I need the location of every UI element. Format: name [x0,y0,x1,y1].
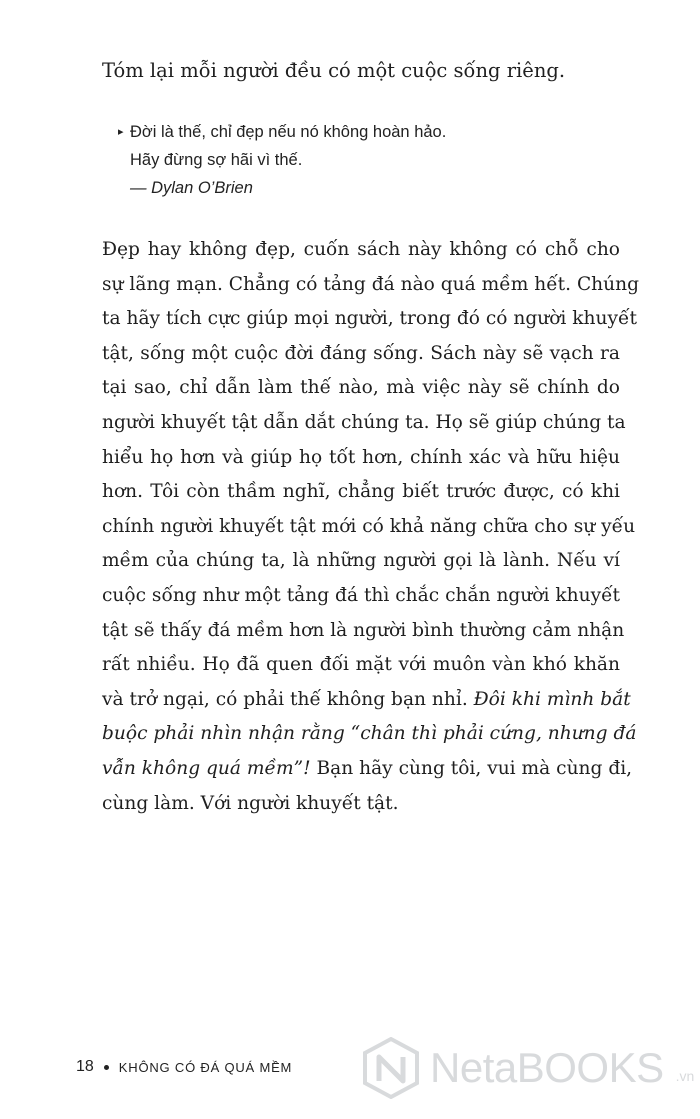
body-line: hiểu họ hơn và giúp họ tốt hơn, chính xác và hữu hiệu [102,446,620,468]
body-line: ta hãy tích cực giúp mọi người, trong đó có người khuyết [102,308,637,330]
quote-line-1: Đời là thế, chỉ đẹp nếu nó không hoàn hảo. [130,123,447,141]
running-title: KHÔNG CÓ ĐÁ QUÁ MỀM [118,1059,293,1075]
bullet-icon: ▸ [118,126,124,138]
body-line: chính người khuyết tật mới có khả năng chữa cho sự yếu [102,515,636,537]
body-italic-run: vẫn không quá mềm”! [102,757,311,779]
body-line: rất nhiều. Họ đã quen đối mặt với muôn vàn khó khăn [102,654,620,676]
body-text-run: Bạn hãy cùng tôi, vui mà cùng đi, [310,757,633,779]
quote-author: — Dylan O’Brien [130,179,253,197]
body-line: tật, sống một cuộc đời đáng sống. Sách này sẽ vạch ra [102,342,620,364]
watermark-text: NetaBOOKS [430,1044,664,1091]
body-line [102,717,637,752]
neta-logo-icon [362,1037,420,1099]
body-line: cùng làm. Với người khuyết tật. [102,792,399,814]
epigraph-quote [118,118,650,202]
body-line: cuộc sống như một tảng đá thì chắc chắn người khuyết [102,584,620,606]
page-footer [76,1058,292,1076]
body-line: người khuyết tật dẫn dắt chúng ta. Họ sẽ giúp chúng ta [102,411,626,433]
intro-line: Tóm lại mỗi người đều có một cuộc sống riêng. [102,59,566,82]
body-italic-run: Đôi khi mình bắt [473,688,631,710]
body-paragraph [102,233,640,821]
body-line: tật sẽ thấy đá mềm hơn là người bình thường cảm nhận [102,619,625,641]
separator-dot-icon [104,1065,109,1070]
body-text-run: và trở ngại, có phải thế không bạn nhỉ. [102,688,474,710]
body-line: tại sao, chỉ dẫn làm thế nào, mà việc này sẽ chính do [102,377,620,399]
body-line [102,683,631,718]
body-italic-run: buộc phải nhìn nhận rằng “chân thì phải cứng, nhưng đá [102,723,637,745]
watermark [362,1032,695,1104]
body-line [102,752,633,787]
body-line: Đẹp hay không đẹp, cuốn sách này không có chỗ cho [102,239,620,260]
body-line: mềm của chúng ta, là những người gọi là lành. Nếu ví [102,550,620,572]
quote-line-2: Hãy đừng sợ hãi vì thế. [130,151,303,169]
body-line: sự lãng mạn. Chẳng có tảng đá nào quá mềm hết. Chúng [102,273,640,295]
body-line: hơn. Tôi còn thầm nghĩ, chẳng biết trước được, có khi [102,481,620,503]
page-number: 18 [76,1058,94,1075]
watermark-suffix: .vn [675,1068,695,1084]
